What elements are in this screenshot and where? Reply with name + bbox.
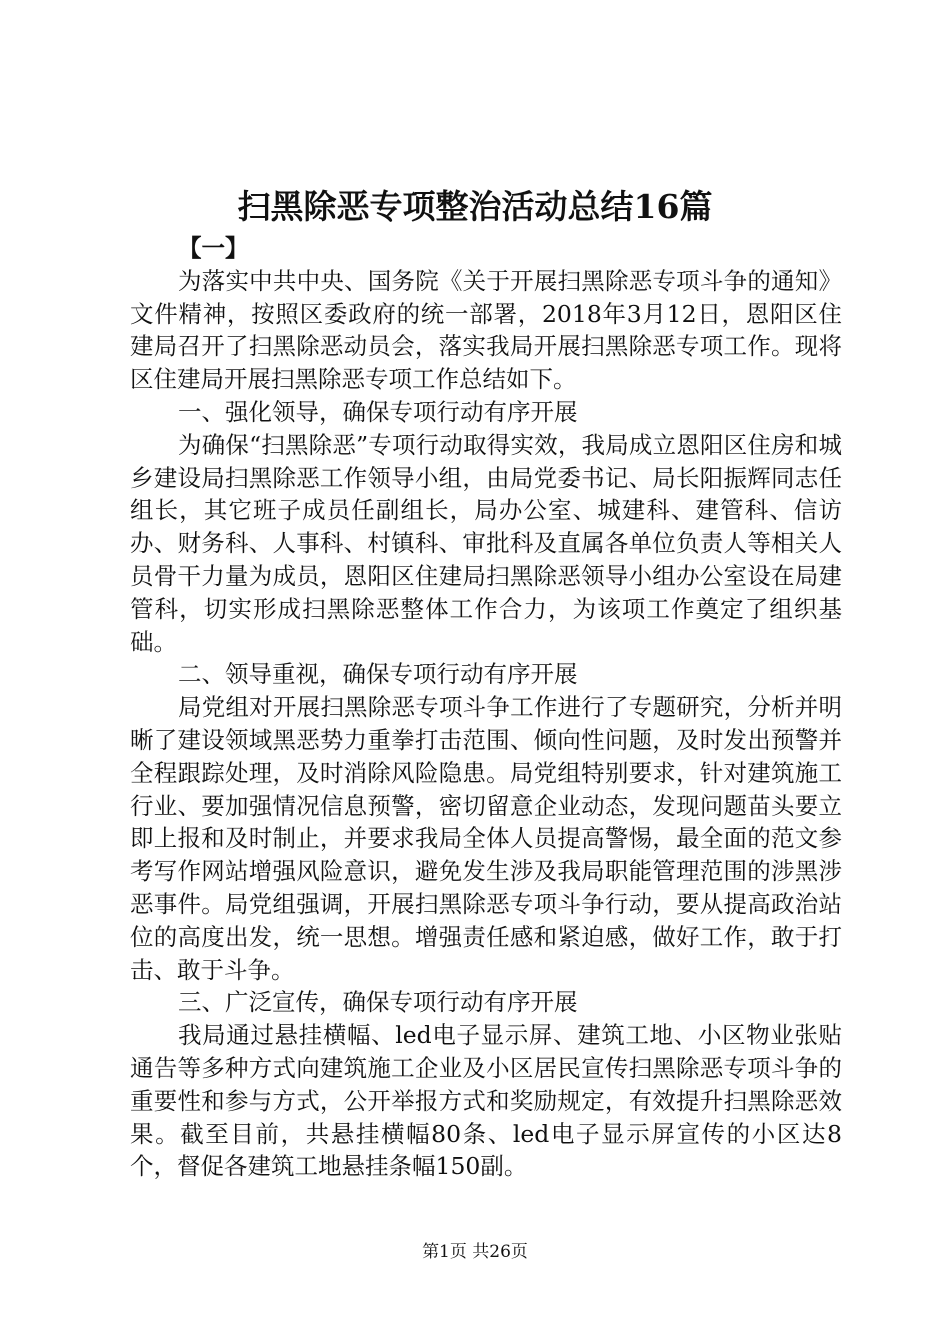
section-heading: 一、强化领导，确保专项行动有序开展 (178, 397, 578, 426)
body-paragraph: 为确保“扫黑除恶”专项行动取得实效，我局成立恩阳区住房和城乡建设局扫黑除恶工作领导小组，由局党委书记、局长阳振辉同志任组长，其它班子成员任副组长，局办公室、城建科、建管科、信访办、财务科、人事科、村镇科、审批科及直属各单位负责人等相关人员骨干力量为成员，恩阳区住建局扫黑除恶领导小组办公室设在局建管科，切实形成扫黑除恶整体工作合力，为该项工作奠定了组织基础。 (130, 430, 842, 656)
section-heading: 二、领导重视，确保专项行动有序开展 (178, 660, 578, 689)
page-footer: 第1页 共26页 (422, 1242, 528, 1262)
section-mark: 【一】 (178, 234, 249, 262)
body-paragraph: 局党组对开展扫黑除恶专项斗争工作进行了专题研究，分析并明晰了建设领域黑恶势力重拳打击范围、倾向性问题，及时发出预警并全程跟踪处理，及时消除风险隐患。局党组特别要求，针对建筑施工行业、要加强情况信息预警，密切留意企业动态，发现问题苗头要立即上报和及时制止，并要求我局全体人员提高警惕，最全面的范文参考写作网站增强风险意识，避免发生涉及我局职能管理范围的涉黑涉恶事件。局党组强调，开展扫黑除恶专项斗争行动，要从提高政治站位的高度出发，统一思想。增强责任感和紧迫感，做好工作，敢于打击、敢于斗争。 (130, 693, 842, 984)
body-paragraph: 为落实中共中央、国务院《关于开展扫黑除恶专项斗争的通知》文件精神，按照区委政府的统一部署，2018年3月12日，恩阳区住建局召开了扫黑除恶动员会，落实我局开展扫黑除恶专项工作。现将区住建局开展扫黑除恶专项工作总结如下。 (130, 266, 842, 394)
body-paragraph: 我局通过悬挂横幅、led电子显示屏、建筑工地、小区物业张贴通告等多种方式向建筑施工企业及小区居民宣传扫黑除恶专项斗争的重要性和参与方式，公开举报方式和奖励规定，有效提升扫黑除恶效果。截至目前，共悬挂横幅80条、led电子显示屏宣传的小区达8个，督促各建筑工地悬挂条幅150副。 (130, 1021, 842, 1181)
document-body (130, 232, 842, 1183)
document-title: 扫黑除恶专项整治活动总结16篇 (237, 187, 713, 226)
section-heading: 三、广泛宣传，确保专项行动有序开展 (178, 988, 578, 1017)
